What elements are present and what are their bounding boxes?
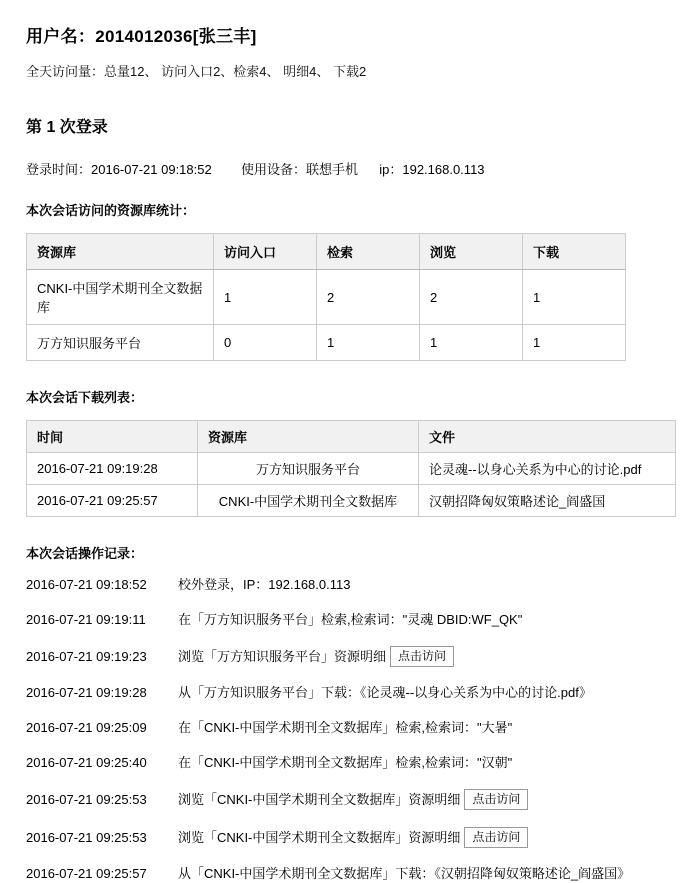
daily-visit-summary: 全天访问量：总量12、 访问入口2、检索4、 明细4、 下载2 (26, 64, 367, 79)
table-header-row (27, 421, 676, 453)
downloads-section-title: 本次会话下载列表： (26, 390, 144, 405)
visit-button[interactable]: 点击访问 (390, 646, 454, 667)
log-timestamp: 2016-07-21 09:25:53 (26, 830, 147, 845)
login-device: 使用设备：联想手机 (240, 162, 358, 177)
list-item (26, 611, 675, 629)
list-item (26, 576, 675, 594)
stats-section-title: 本次会话访问的资源库统计： (26, 203, 196, 218)
stats-col-search: 检索 (316, 234, 419, 270)
log-text: 在「CNKI-中国学术期刊全文数据库」检索,检索词："大暑" (178, 720, 513, 735)
list-item (26, 719, 675, 737)
dl-cell-db: 万方知识服务平台 (198, 453, 419, 485)
login-time: 登录时间：2016-07-21 09:18:52 (26, 162, 212, 177)
table-row (27, 270, 626, 325)
stats-cell-browse: 2 (419, 270, 522, 325)
visit-button[interactable]: 点击访问 (464, 827, 528, 848)
log-timestamp: 2016-07-21 09:25:09 (26, 720, 147, 735)
stats-cell-db: 万方知识服务平台 (27, 325, 214, 361)
log-timestamp: 2016-07-21 09:19:11 (26, 612, 146, 627)
log-text: 校外登录，IP：192.168.0.113 (178, 577, 351, 592)
dl-cell-time: 2016-07-21 09:25:57 (27, 485, 198, 517)
log-text: 在「CNKI-中国学术期刊全文数据库」检索,检索词："汉朝" (178, 755, 513, 770)
visit-button[interactable]: 点击访问 (464, 789, 528, 810)
stats-col-browse: 浏览 (419, 234, 522, 270)
login-ip: ip：192.168.0.113 (379, 162, 485, 177)
log-timestamp: 2016-07-21 09:18:52 (26, 577, 147, 592)
list-item (26, 827, 675, 848)
table-row (27, 485, 676, 517)
log-timestamp: 2016-07-21 09:25:57 (26, 866, 147, 881)
session-heading: 第 1 次登录 (26, 119, 108, 136)
table-row (27, 325, 626, 361)
dl-cell-file: 论灵魂--以身心关系为中心的讨论.pdf (419, 453, 676, 485)
stats-cell-download: 1 (522, 325, 625, 361)
resource-stats-table (26, 233, 626, 361)
dl-col-time: 时间 (27, 421, 198, 453)
list-item (26, 754, 675, 772)
list-item (26, 865, 675, 883)
dl-cell-db: CNKI-中国学术期刊全文数据库 (198, 485, 419, 517)
log-text: 浏览「CNKI-中国学术期刊全文数据库」资源明细 (178, 830, 461, 845)
stats-col-entry: 访问入口 (213, 234, 316, 270)
table-header-row (27, 234, 626, 270)
login-info (26, 159, 675, 178)
log-timestamp: 2016-07-21 09:25:40 (26, 755, 147, 770)
log-text: 浏览「万方知识服务平台」资源明细 (178, 649, 387, 664)
log-timestamp: 2016-07-21 09:19:28 (26, 685, 147, 700)
stats-cell-db: CNKI-中国学术期刊全文数据库 (27, 270, 214, 325)
stats-cell-entry: 0 (213, 325, 316, 361)
log-text: 在「万方知识服务平台」检索,检索词："灵魂 DBID:WF_QK" (178, 612, 523, 627)
log-text: 从「万方知识服务平台」下载：《论灵魂--以身心关系为中心的讨论.pdf》 (178, 685, 592, 700)
log-timestamp: 2016-07-21 09:25:53 (26, 792, 147, 807)
stats-col-db: 资源库 (27, 234, 214, 270)
stats-cell-download: 1 (522, 270, 625, 325)
stats-cell-search: 2 (316, 270, 419, 325)
list-item (26, 684, 675, 702)
download-list-table (26, 420, 676, 517)
dl-cell-file: 汉朝招降匈奴策略述论_阎盛国 (419, 485, 676, 517)
stats-col-download: 下载 (522, 234, 625, 270)
list-item (26, 646, 675, 667)
page-title: 用户名：2014012036[张三丰] (26, 27, 257, 46)
list-item (26, 789, 675, 810)
stats-cell-entry: 1 (213, 270, 316, 325)
dl-cell-time: 2016-07-21 09:19:28 (27, 453, 198, 485)
stats-cell-search: 1 (316, 325, 419, 361)
operation-log-list (26, 576, 675, 883)
log-timestamp: 2016-07-21 09:19:23 (26, 649, 147, 664)
table-row (27, 453, 676, 485)
log-text: 浏览「CNKI-中国学术期刊全文数据库」资源明细 (178, 792, 461, 807)
log-text: 从「CNKI-中国学术期刊全文数据库」下载：《汉朝招降匈奴策略述论_阎盛国》 (178, 866, 631, 881)
operations-section-title: 本次会话操作记录： (26, 546, 144, 561)
stats-cell-browse: 1 (419, 325, 522, 361)
dl-col-db: 资源库 (198, 421, 419, 453)
dl-col-file: 文件 (419, 421, 676, 453)
